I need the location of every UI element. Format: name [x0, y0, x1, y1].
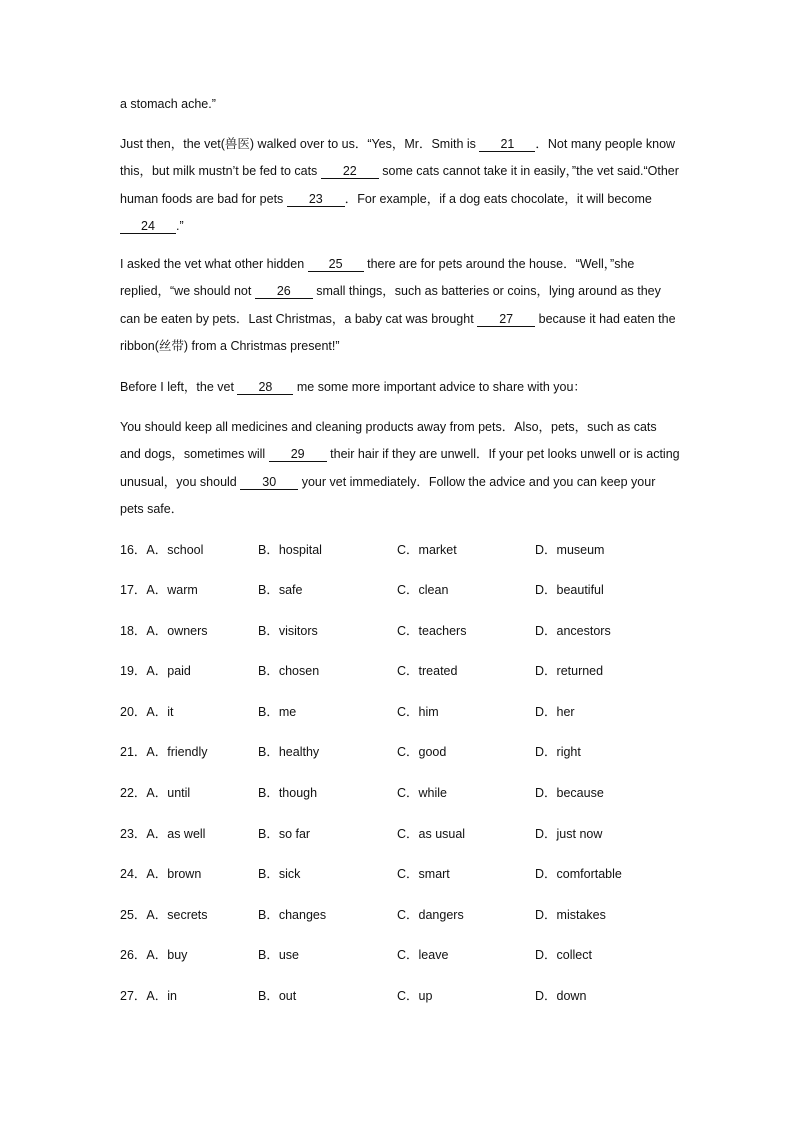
blank-28: 28	[237, 380, 293, 395]
question-row	[120, 946, 680, 964]
passage-text: a stomach ache.”	[120, 97, 216, 111]
option-a: A．paid	[146, 664, 191, 678]
question-23: 23．A．as well	[120, 827, 206, 841]
question-row	[120, 825, 680, 843]
option-a: A．in	[146, 989, 177, 1003]
option-d: D．museum	[535, 543, 605, 557]
question-27: 27．A．in	[120, 989, 177, 1003]
question-16: 16．A．school	[120, 543, 204, 557]
question-17: 17．A．warm	[120, 583, 198, 597]
passage-text: small things，such as batteries or coins，lying around as they can be eaten by pets．Last Christmas，a baby cat was brought	[120, 284, 661, 326]
passage-text: ．Not many people know this，but milk mustn’t be fed to cats	[120, 137, 676, 179]
option-b: B．use	[258, 948, 299, 962]
option-a: A．brown	[146, 867, 202, 881]
passage-text: because it had eaten the ribbon(丝带) from a Christmas present!”	[120, 311, 676, 353]
question-row	[120, 865, 680, 883]
question-25: 25．A．secrets	[120, 908, 208, 922]
question-18: 18．A．owners	[120, 624, 208, 638]
option-d: D．comfortable	[535, 867, 622, 881]
passage-paragraph-4	[120, 414, 680, 523]
option-b: B．changes	[258, 908, 327, 922]
question-row	[120, 703, 680, 721]
blank-25: 25	[308, 257, 364, 272]
passage-text: their hair if they are unwell．If your pet looks unwell or is acting unusual，you should	[120, 447, 680, 489]
question-row	[120, 906, 680, 924]
passage-paragraph-1	[120, 131, 680, 240]
passage-text: there are for pets around the house．“Well，”she replied，“we should not	[120, 257, 635, 299]
option-b: B．healthy	[258, 745, 320, 759]
passage-text: You should keep all medicines and cleaning products away from pets．Also，pets，such as cats and dogs，sometimes will	[120, 420, 657, 462]
option-d: D．just now	[535, 827, 603, 841]
option-a: A．owners	[146, 624, 208, 638]
option-d: D．mistakes	[535, 908, 606, 922]
question-20: 20．A．it	[120, 705, 174, 719]
option-c: C．teachers	[397, 624, 467, 638]
question-row	[120, 987, 680, 1005]
question-row	[120, 743, 680, 761]
option-c: C．while	[397, 786, 448, 800]
passage-text: your vet immediately．Follow the advice and you can keep your pets safe．	[120, 474, 656, 516]
option-b: B．me	[258, 705, 297, 719]
option-a: A．warm	[146, 583, 198, 597]
option-c: C．him	[397, 705, 439, 719]
option-c: C．up	[397, 989, 433, 1003]
passage-paragraph-2	[120, 251, 680, 360]
passage-text: Just then，the vet(兽医) walked over to us．“Yes，Mr．Smith is	[120, 137, 480, 151]
blank-30: 30	[240, 475, 298, 490]
option-d: D．down	[535, 989, 587, 1003]
option-b: B．visitors	[258, 624, 318, 638]
passage-paragraph-3	[120, 374, 680, 401]
passage-text: Before I left，the vet	[120, 380, 238, 394]
question-row	[120, 662, 680, 680]
option-b: B．though	[258, 786, 318, 800]
option-b: B．chosen	[258, 664, 320, 678]
option-d: D．beautiful	[535, 583, 604, 597]
option-d: D．collect	[535, 948, 592, 962]
option-d: D．right	[535, 745, 581, 759]
option-a: A．until	[146, 786, 191, 800]
option-a: A．school	[146, 543, 204, 557]
option-a: A．buy	[146, 948, 188, 962]
blank-24: 24	[120, 219, 176, 234]
passage-text: I asked the vet what other hidden	[120, 257, 308, 271]
option-c: C．leave	[397, 948, 449, 962]
passage-text: some cats cannot take it in easily，”the vet said.“Other human foods are bad for pets	[120, 164, 679, 206]
passage-text: .”	[176, 218, 184, 233]
option-c: C．as usual	[397, 827, 466, 841]
option-d: D．ancestors	[535, 624, 611, 638]
blank-26: 26	[255, 284, 313, 299]
question-24: 24．A．brown	[120, 867, 202, 881]
option-b: B．so far	[258, 827, 311, 841]
option-a: A．as well	[146, 827, 206, 841]
blank-29: 29	[269, 447, 327, 462]
question-row	[120, 784, 680, 802]
option-d: D．because	[535, 786, 604, 800]
passage-text: ．For example，if a dog eats chocolate，it will become	[344, 191, 652, 206]
option-d: D．returned	[535, 664, 604, 678]
option-d: D．her	[535, 705, 575, 719]
option-a: A．it	[146, 705, 174, 719]
question-row	[120, 622, 680, 640]
option-c: C．dangers	[397, 908, 464, 922]
question-26: 26．A．buy	[120, 948, 188, 962]
option-b: B．out	[258, 989, 297, 1003]
option-c: C．good	[397, 745, 447, 759]
blank-21: 21	[479, 137, 535, 152]
option-a: A．friendly	[146, 745, 208, 759]
question-19: 19．A．paid	[120, 664, 191, 678]
question-row	[120, 581, 680, 599]
blank-27: 27	[477, 312, 535, 327]
option-b: B．safe	[258, 583, 303, 597]
option-b: B．hospital	[258, 543, 322, 557]
blank-23: 23	[287, 192, 345, 207]
question-21: 21．A．friendly	[120, 745, 208, 759]
option-c: C．market	[397, 543, 457, 557]
passage-text: me some more important advice to share with you：	[293, 380, 586, 394]
option-c: C．smart	[397, 867, 450, 881]
option-c: C．clean	[397, 583, 449, 597]
blank-22: 22	[321, 164, 379, 179]
question-row	[120, 541, 680, 559]
option-a: A．secrets	[146, 908, 208, 922]
question-22: 22．A．until	[120, 786, 191, 800]
passage-line-stomach-ache	[120, 91, 680, 118]
option-b: B．sick	[258, 867, 301, 881]
option-c: C．treated	[397, 664, 458, 678]
